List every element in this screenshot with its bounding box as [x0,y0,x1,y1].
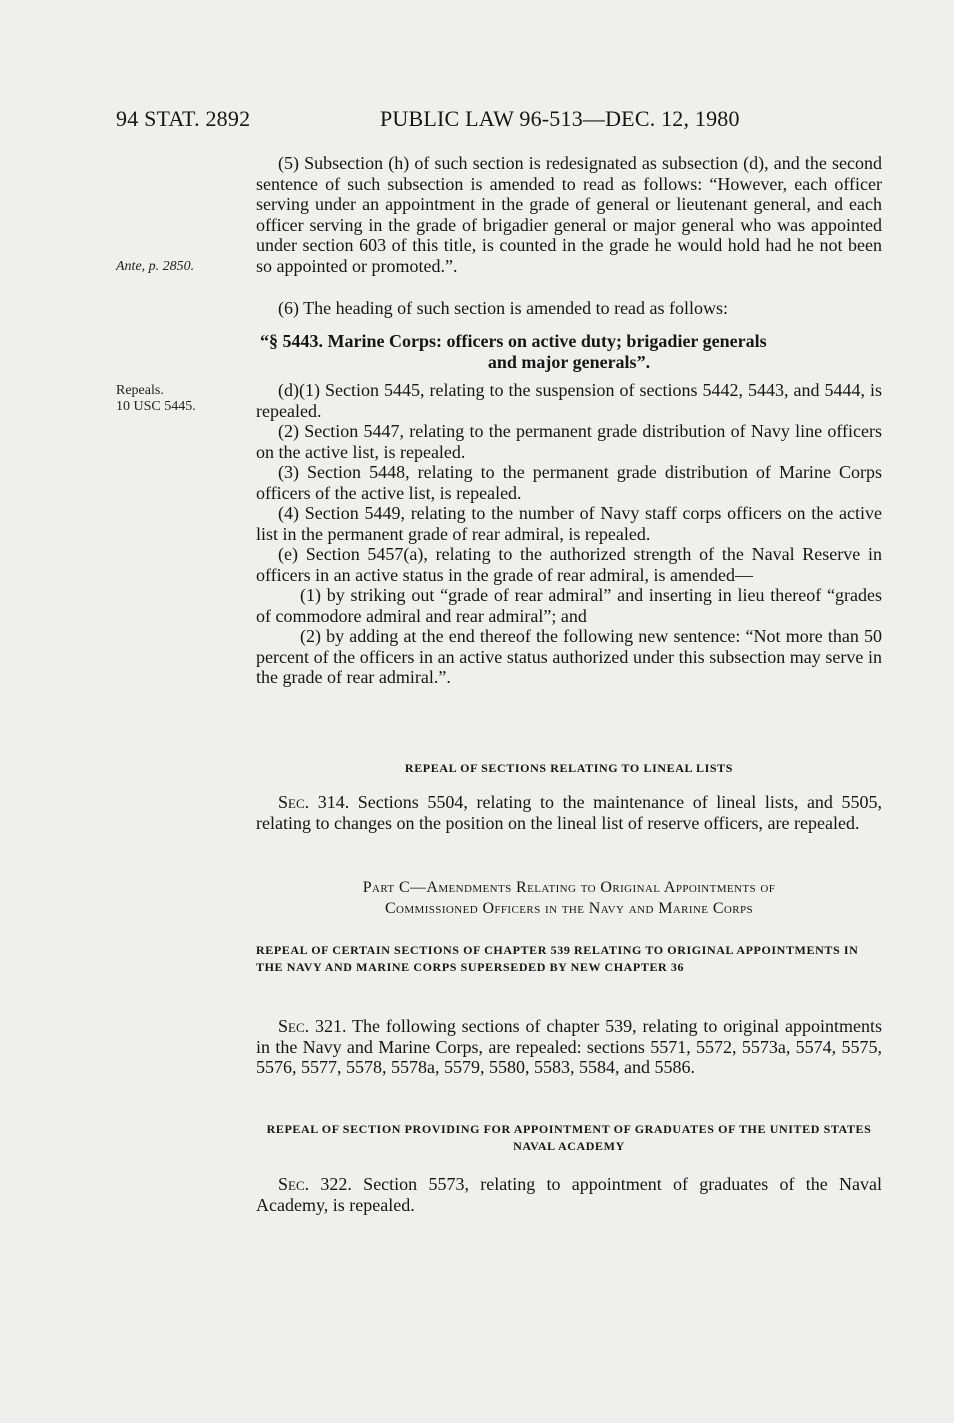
subsection-d1: (d)(1) Section 5445, relating to the suspension of sections 5442, 5443, and 5444, is repealed. [256,380,882,421]
paragraph-5 [256,153,882,276]
section-321 [256,1016,882,1078]
section-322-text: Section 5573, relating to appointment of graduates of the Naval Academy, is repealed. [256,1174,883,1215]
section-321-text: The following sections of chapter 539, relating to original appointments in the Navy and Marine Corps, are repealed: sections 5571, 5572, 5573a, 5574, 5575, 5576, 5577, 5578, 5578a, 5579, 5580, 5583, 5584, and 5586. [256,1016,883,1077]
part-c-heading [256,877,882,919]
section-314-label: Sec. 314. [278,792,350,812]
paragraph-6-text: (6) The heading of such section is amended to read as follows: [278,298,729,318]
section-314 [256,792,882,833]
margin-note-usc: 10 USC 5445. [116,399,196,414]
section-314-text: Sections 5504, relating to the maintenance of lineal lists, and 5505, relating to changes on the position on the lineal list of reserve officers, are repealed. [256,792,883,833]
margin-note-ante: Ante, p. 2850. [116,259,195,274]
statute-page-reference: 94 STAT. 2892 [116,106,251,131]
subsection-e1: (1) by striking out “grade of rear admiral” and inserting in lieu thereof “grades of commodore admiral and rear admiral”; and [256,585,882,626]
margin-note-repeals: Repeals. [116,383,164,398]
section-5443-heading-line2: and major generals”. [487,351,651,372]
part-c-heading-line2: Commissioned Officers in the Navy and Marine Corps [384,900,754,917]
section-314-heading: REPEAL OF SECTIONS RELATING TO LINEAL LISTS [404,761,734,775]
subsection-d3: (3) Section 5448, relating to the permanent grade distribution of Marine Corps officers of the active list, is repealed. [256,462,882,503]
subsection-d4: (4) Section 5449, relating to the number of Navy staff corps officers on the active list in the permanent grade of rear admiral, is repealed. [256,503,882,544]
public-law-header: PUBLIC LAW 96-513—DEC. 12, 1980 [380,106,740,131]
section-322-label: Sec. 322. [278,1174,352,1194]
paragraph-6 [256,298,882,319]
section-321-label: Sec. 321. [278,1016,347,1036]
section-321-heading: REPEAL OF CERTAIN SECTIONS OF CHAPTER 539 RELATING TO ORIGINAL APPOINTMENTS IN THE NAVY AND MARINE CORPS SUPERSEDED BY NEW CHAPTER 36 [256,943,859,974]
subsection-e: (e) Section 5457(a), relating to the authorized strength of the Naval Reserve in officers in an active status in the grade of rear admiral, is amended— [256,544,882,585]
paragraph-5-text: (5) Subsection (h) of such section is redesignated as subsection (d), and the second sentence of such subsection is amended to read as follows: “However, each officer serving under an appointment in the grade of general or lieutenant general, and each officer serving in the grade of brigadier general or major general who was appointed under section 603 of this title, is counted in the grade he would hold had he not been so appointed or promoted.”. [256,153,882,276]
section-5443-heading-line1: “§ 5443. Marine Corps: officers on active duty; brigadier generals [260,331,767,351]
section-322-heading: REPEAL OF SECTION PROVIDING FOR APPOINTMENT OF GRADUATES OF THE UNITED STATES NAVAL ACADEMY [266,1122,872,1153]
subsection-d2: (2) Section 5447, relating to the permanent grade distribution of Navy line officers on the active list, is repealed. [256,421,882,462]
subsection-d [256,380,882,688]
part-c-heading-line1: Part C—Amendments Relating to Original Appointments of [362,879,776,896]
section-5443-heading [256,331,882,372]
section-322 [256,1174,882,1215]
subsection-e2: (2) by adding at the end thereof the following new sentence: “Not more than 50 percent of the officers in an active status authorized under this subsection may serve in the grade of rear admiral.”. [256,626,882,687]
